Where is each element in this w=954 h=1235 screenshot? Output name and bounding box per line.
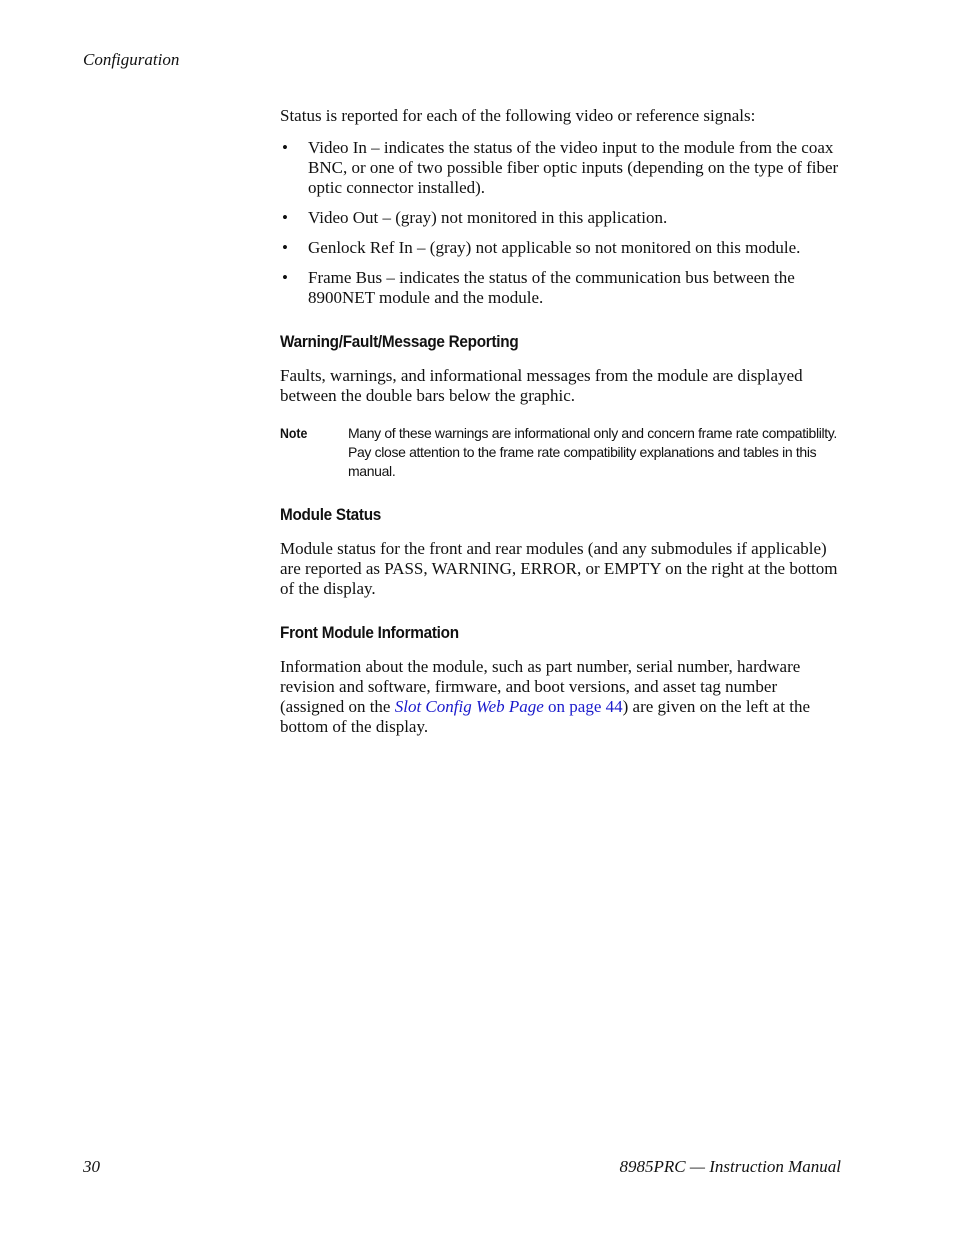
front-module-paragraph [280, 657, 845, 737]
section-heading-front-module: Front Module Information [280, 623, 459, 642]
page-ref-prefix: on page [543, 697, 606, 716]
note-text: Many of these warnings are informational only and concern frame rate compatiblilty. Pay close attention to the frame rate compatibility explanations and tables in this manual. [348, 425, 837, 479]
running-header: Configuration [83, 50, 180, 69]
list-item [280, 138, 845, 198]
bullet-icon: • [282, 238, 288, 257]
list-item-text: Video Out – (gray) not monitored in this application. [308, 208, 668, 227]
signal-list [280, 138, 845, 308]
section-heading-warning: Warning/Fault/Message Reporting [280, 332, 519, 351]
note-label: Note [280, 425, 308, 441]
page-number: 30 [83, 1157, 100, 1176]
front-module-text-start: Information about the module, such as part number, serial number, hardware revision and software, firmware, and boot versions, and asset tag number (assigned on the [280, 657, 801, 716]
list-item [280, 268, 845, 308]
page-ref-number: 44 [605, 697, 623, 716]
list-item [280, 238, 845, 258]
bullet-icon: • [282, 208, 288, 227]
list-item-text: Video In – indicates the status of the video input to the module from the coax BNC, or one of two possible fiber optic inputs (depending on the type of fiber optic connector installed). [308, 138, 839, 197]
warning-paragraph: Faults, warnings, and informational messages from the module are displayed between the double bars below the graphic. [280, 366, 803, 405]
slot-config-link[interactable]: Slot Config Web Page [394, 697, 544, 716]
module-status-paragraph: Module status for the front and rear modules (and any submodules if applicable) are reported as PASS, WARNING, ERROR, or EMPTY on the right at the bottom of the display. [280, 539, 838, 598]
bullet-icon: • [282, 138, 288, 157]
intro-paragraph: Status is reported for each of the following video or reference signals: [280, 106, 756, 125]
list-item-text: Frame Bus – indicates the status of the communication bus between the 8900NET module and the module. [308, 268, 795, 307]
page-ref-link[interactable] [544, 697, 623, 716]
manual-title: 8985PRC — Instruction Manual [619, 1157, 841, 1176]
list-item [280, 208, 845, 228]
list-item-text: Genlock Ref In – (gray) not applicable so not monitored on this module. [308, 238, 801, 257]
bullet-icon: • [282, 268, 288, 287]
front-module-text-end: ) are given on the left at the bottom of the display. [280, 697, 811, 736]
main-content [280, 106, 845, 737]
section-heading-module-status: Module Status [280, 505, 382, 524]
note-block [280, 424, 845, 481]
